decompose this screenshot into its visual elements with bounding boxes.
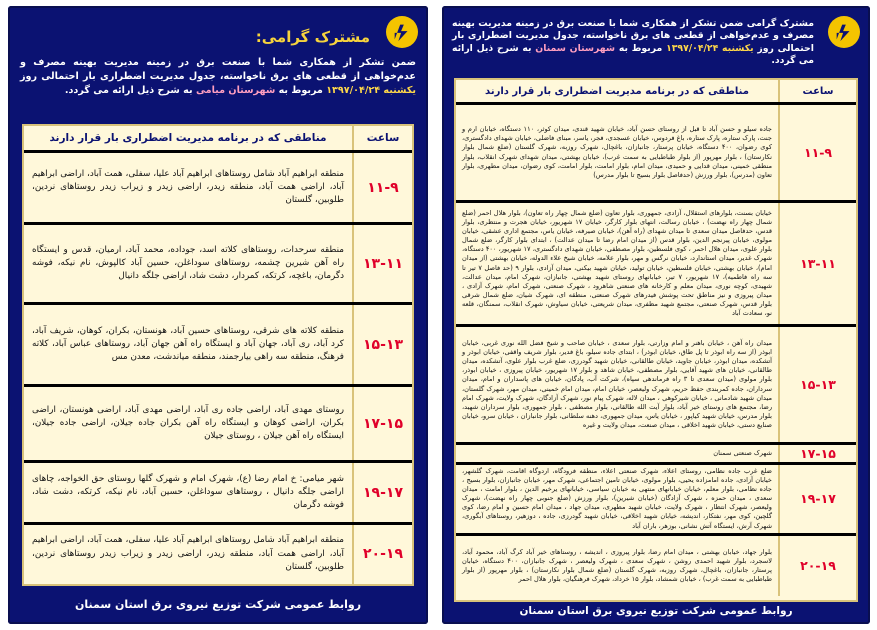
intro-outro: به شرح ذیل ارائه می گردد. bbox=[452, 42, 814, 66]
header-area: مناطقی که در برنامه مدیریت اضطراری بار قرار دارند bbox=[49, 132, 327, 144]
row-time: ۱۱-۹ bbox=[779, 104, 856, 202]
schedule-card bbox=[22, 124, 414, 586]
intro-city: شهرستان میامی bbox=[195, 84, 276, 96]
row-time: ۱۳-۱۱ bbox=[353, 224, 412, 304]
intro-text: ضمن تشکر از همکاری شما با صنعت برق در زمینه مدیریت بهینه مصرف و عدم‌خواهی از قطعی های برق ناخواسته، جدول مدیریت اضطراری بار احتمالی روز bbox=[20, 57, 416, 82]
row-time: ۱۷-۱۵ bbox=[353, 386, 412, 462]
greeting-title: مشترک گرامی bbox=[746, 18, 814, 29]
schedule-card bbox=[454, 78, 858, 602]
table-row bbox=[24, 152, 412, 224]
row-time: ۱۵-۱۳ bbox=[779, 326, 856, 444]
table-row bbox=[24, 524, 412, 584]
row-area: میدان راه آهن ، خیابان باهنر و امام وزارتی، بلوار سعدی ، خیابان صاحب و شیخ فضل الله نوری غربی، خیابان ابوذر (از سه راه ابوذر تا پل طاق، خیابان ابوذر) ، ابتدای جاده سیلو، باغ فدیر، بلوار شریف واقفی، خیابان ابوذر و آتشکده، میدان ابوذر، خیابان جاوید، خیابان طالقانی، خیابان شهید گودرزی، ضلع غرب بلوار علوی، آتشکده، میدان طالقانی، خیابان های شهید آقایی، بلوار مصطفی، خیابان شاهد و بلوار ۱۷ شهریور، خیابان پیروزی ، خیابان ابوذر، بلوار مولوی (میدان سعدی تا ۳ راه فرماندهی سپاه)، شرکت آب، پادگان، خیابان های پاسداران و امام، میدان سرداران، جاده کمربندی حفظ حریم، شهرک ولیعصر، خیابان امام، میدان امام خمینی، میدان مهر، شهرک گلستان، میدان شهید شادمانی ، خیابان شیرکوهی ، میدان لاله، شهرک پیام نور، شهرک آزادگان، شهرک ولایت، شهرک امام رضا، مجتمع های روستای خیر آباد، بلوار آیت الله طالقانی، بلوار مصطفی ، بلوار جمهوری، بلوار سرداران شهید، بلوار مدرس، خیابان شهید کیاپور ، خیابان یاس، میدان جمهوری، دهنه سلطانی، بلوار جانبازان ، خیابان سرو، خیابان صنایع دستی، خیابان شهید اخلاقی ، میدان صنعت، میدان ولایت و غیره bbox=[462, 339, 772, 429]
row-time: ۱۵-۱۳ bbox=[353, 304, 412, 386]
row-area: جاده سیلو و حسن آباد تا قبل از روستای حسن آباد، خیابان شهید قندی، میدان کوثر، ۱۱۰ دستگاه، خیابان ارم و جنت، پارک ستاره، پارک ستاره، باغ فردوس، خیابان عسجدی، فجر، یاسر، مبنای فاضلی، خیابان شهدای دادگستری، کوی رضوان، ۴۰۰ دستگاه، خیابان پرستار، جانبازان، باغچال، شهرک روزبه، شهرک گلستان (ضلع شمال بلوار نکارستان) ، بلوار مهرپور (از بلوار طباطبایی به سمت غرب)، خیابان بهشتی، میدان شهدای شهرک انقلاب، بلوار منطقی خمینی، میدان قدایی و حمیدی، میدان امام، بلوار امامت، بلوار امامت، کوی رضوان، میدان مطهری، بلوار تعاون (مدرس)، بلوار ورزش (حدفاصل بلوار بسیج تا بلوار مدرس) bbox=[462, 125, 772, 179]
row-area: منطقه ابراهیم آباد شامل روستاهای ابراهیم آباد علیا، سفلی، همت آباد، اراضی ابراهیم آباد، اراضی همت آباد، منطقه زیدر، اراضی زیدر و زیراب زیدر روستاهای نردین، طلوبین، گلستان bbox=[32, 535, 344, 572]
row-area: شهر میامی: خ امام رضا (ع)، شهرک امام و شهرک گلها روستای حق الخواجه، چاهای اراضی جلگه دانیال ، روستاهای سوداغلن، حسین آباد، نام نیکه، کرتکه، دشت شاد، فوشه دگرمان bbox=[32, 473, 344, 511]
row-area: روستای مهدی آباد، اراضی جاده ری آباد، اراضی مهدی آباد، اراضی هونستان، اراضی بکران، اراضی کوهان و ایستگاه راه آهن بکران جاده جیلان، اراضی جاده جیلان، ایستگاه راه آهن جیلان ، روستای جیلان bbox=[32, 404, 344, 442]
intro-city: شهرستان سمنان bbox=[535, 42, 616, 54]
intro-outro: به شرح ذیل ارائه می گردد. bbox=[64, 84, 193, 96]
intro-mid: مربوط به bbox=[618, 42, 663, 54]
table-row bbox=[456, 202, 856, 326]
schedule-table bbox=[24, 126, 412, 584]
intro-paragraph bbox=[452, 18, 814, 67]
table-row bbox=[24, 386, 412, 462]
footer-credit: روابط عمومی شرکت توزیع نیروی برق استان سمنان bbox=[519, 605, 793, 617]
table-row bbox=[24, 224, 412, 304]
row-time: ۱۳-۱۱ bbox=[779, 202, 856, 326]
row-area: بلوار جهاد، خیابان بهشتی ، میدان امام رضا، بلوار پیروزی ، اندیشه ، روستاهای خیر آباد کرگ آباد، محمود آباد، لاسجرد، بلوار شهید احمدی روشن ، شهرک سعدی ، شهرک ولیعصر ، شهرک جانبازان، ۴۰۰ دستگاه، خیابان پرستار، جانبازان، باغچال، شهرک روزبه، شهرک گلستان (ضلع شمال بلوار نکارستان) ، بلوار مهرپور (از بلوار طباطبایی به سمت غرب) ، خیابان شمشاد، بلوار ۱۵ خرداد، شهرک فرهنگیان، بلوار هلال احمر bbox=[462, 547, 773, 583]
row-area: منطقه ابراهیم آباد شامل روستاهای ابراهیم آباد علیا، سفلی، همت آباد، اراضی ابراهیم آباد، اراضی همت آباد، منطقه زیدر، اراضی زیدر و زیراب زیدر روستاهای نردین، طلوبین، گلستان bbox=[32, 168, 344, 206]
row-area: شهرک صنعتی سمنان bbox=[713, 448, 772, 457]
header-time: ساعت bbox=[353, 126, 412, 152]
row-area: منطقه سرحدات، روستاهای کلاته اسد، جوداده، محمد آباد، ارمیان، قدس و ایستگاه راه آهن شیرین چشمه، روستاهای سوداغلن، حسین آباد کالپوش، نام نیکه، فوشه دگرمان، باغچه، کرتکه، کمردار، دشت شاد، اراضی جلگه دانیال bbox=[32, 244, 344, 282]
left-notice-panel bbox=[8, 6, 428, 624]
greeting-title: مشترک گرامی: bbox=[255, 28, 370, 46]
header-time: ساعت bbox=[779, 80, 856, 104]
schedule-table bbox=[456, 80, 856, 596]
row-area: ضلع غرب جاده نظامی، روستای اعلاء، شهرک صنعتی اعلاء، منطقه فرودگاه، اردوگاه اقامت، شهرک گلشهر، خیابان آزادی، جاده امامزاده یحیی، بلوار مولوی، خیابان تامین اجتماعی، شهرک مهر، خیابان جانبازان، بلوار بسیج ، جاده نظامی، بلوار معلم، خیابان خیابانهای منتهی به خیابان سیاسی، خیابانهای یرخیم الدین ، بلوار امامت ، میدان سعدی ، میدان حمزه ، شهرک آزادگان (خیابان شیرین)، بلوار ورزش (ضلع جنوبی چهار راه نهضت)، شهرک ولیعصر، شهرک انتظار ، شهرک ولایت، خیابان شهید مطهری، میدان جهاد ، میدان امام حسین و امام رضا، کوی گلچین، کوی مهر، نفتکار، اندیشه، خیابان شهید اخلاقی، خیابان شهید گودرزی، جاده ، دوزهیر، روستاهای آبگوری، شهرک آرش، ایستگاه آتش نشانی، بوزهر، باران آباد bbox=[462, 467, 772, 530]
table-header-row bbox=[24, 126, 412, 152]
row-time: ۲۰-۱۹ bbox=[353, 524, 412, 584]
intro-date: یکشنبه ۱۳۹۷/۰۴/۲۴ bbox=[666, 42, 754, 54]
table-row bbox=[456, 534, 856, 596]
table-header-row bbox=[456, 80, 856, 104]
footer-credit: روابط عمومی شرکت توزیع نیروی برق استان سمنان bbox=[74, 598, 362, 611]
table-row bbox=[24, 462, 412, 524]
intro-paragraph bbox=[20, 56, 416, 98]
utility-logo-icon bbox=[828, 16, 860, 48]
utility-logo-icon bbox=[386, 16, 418, 48]
right-notice-panel bbox=[442, 6, 870, 624]
row-time: ۱۹-۱۷ bbox=[353, 462, 412, 524]
table-row bbox=[456, 464, 856, 535]
row-area: خیابان بسنت، بلوارهای استقلال، آزادی، جمهوری، بلوار تعاون (ضلع شمال چهار راه تعاون)، بلوار هلال احمر (ضلع شمال چهار راه نهضت) ، خیابان رسالت، انتهای بلوار کارگر، خیابان ۱۷ شهریور، خیابان هجرت و منتظری، بلوار قدس، حدفاصل میدان سعدی تا میدان شهدای (راه آهن)، خیابان صیرفه، خیابان یاس، مجتمع اداری عشقی، خیابان مولوی، خیابان پیرنجم الدین، بلوار قدس (از میدان امام رضا تا میدان عدالت) ، ابتدای بلوار کارگر، ضلع شمال بلوار علوی، میدان هلال احمر ، کوی فلسطین، بلوار مصطفی، خیابان شهدای دادگستری، ۱۷ شهریور، ۴۰۰ دستگاه، شهرک غدیر، میدان استاندارد، خیابان نرگس و مهر، بلوار علامه، خیابان شیخ علاء الدوله، خیابان بهشتی (از میدان امام)، خیابان بهشتی، خیابان فلسطین، خیابان تولید، خیابان شهید بیکنی، میدان آزادی، بلوار ۹ (حد فاصل ۷ تیر تا سه راه فاطمیه)، ۱۷ شهریور، ۷ تیر، خیابانهای روستای شهید بهشتی، جانبازان، شهرک امام، میدان عدالت، شهیدی، کوچه نوری، میدان معلم و کارخانه های صنعتی شاهرود ، شهرک صنعتی، شهرک امام، شهرک آزادی ، میدان پیروزی و نیز مناطق تحت پوشش فیدرهای شهرک صنعتی، منطقه ای، شهرک شیان، ضلع شمال شرقی بلوار قدس، شهرک صنعتی، مجتمع شهید مظفری، میدان شریعتی، خیابان سیاوش، شهرک انقلاب، سمنگان، قلعه نو، سعادت آباد bbox=[462, 208, 773, 317]
row-time: ۱۱-۹ bbox=[353, 152, 412, 224]
row-area: منطقه کلاته های شرقی، روستاهای حسین آباد، هونستان، بکران، کوهان، شریف آباد، کرد آباد، ری آباد، جهان آباد و ایستگاه راه آهن جهان آباد، روستاهای عباس آباد، کلاته فرهنگ، منطقه سه راهی بیارجمند، منطقه میاندشت، معدن مس bbox=[32, 325, 344, 363]
table-row bbox=[456, 326, 856, 444]
row-time: ۱۷-۱۵ bbox=[779, 444, 856, 464]
intro-mid: مربوط به bbox=[278, 84, 323, 96]
table-row bbox=[456, 104, 856, 202]
table-row bbox=[24, 304, 412, 386]
table-row bbox=[456, 444, 856, 464]
intro-text: ضمن تشکر از همکاری شما با صنعت برق در زمینه مدیریت بهینه مصرف و عدم‌خواهی از قطعی های برق ناخواسته، جدول مدیریت اضطراری بار احتمالی روز bbox=[452, 18, 814, 54]
intro-date: یکشنبه ۱۳۹۷/۰۴/۲۴ bbox=[326, 84, 416, 96]
row-time: ۱۹-۱۷ bbox=[779, 464, 856, 535]
header-area: مناطقی که در برنامه مدیریت اضطراری بار قرار دارند bbox=[485, 85, 749, 97]
row-time: ۲۰-۱۹ bbox=[779, 534, 856, 596]
